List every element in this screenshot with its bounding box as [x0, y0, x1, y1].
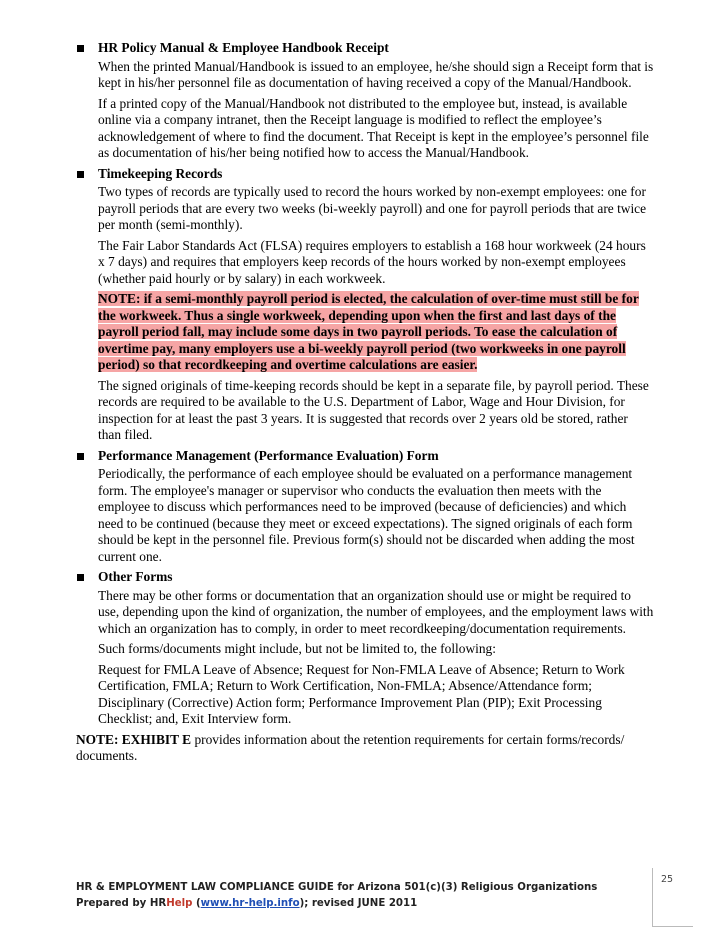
highlighted-note: NOTE: if a semi-monthly payroll period is elected, the calculation of over-time must still be for the workweek. Thus a single workweek, depending upon when the first and last days of the payroll period fall, may include some days in two payroll periods. To ease the calculation of overtime pay, many employers use a bi-weekly payroll period (two workweeks in one payroll period) so that recordkeeping and overtime calculations are easier.	[98, 291, 639, 372]
section-heading	[76, 166, 654, 183]
page-number: 25	[661, 874, 674, 885]
footer-prepared-by: Prepared by HR	[76, 898, 167, 909]
footer-credit	[76, 896, 636, 912]
square-bullet-icon	[77, 574, 84, 581]
paragraph: When the printed Manual/Handbook is issued to an employee, he/she should sign a Receipt form that is kept in his/her personnel file as documentation of having received a copy of the Manual/Handbook.	[98, 58, 654, 90]
footer-title: HR & EMPLOYMENT LAW COMPLIANCE GUIDE for Arizona 501(c)(3) Religious Organizations	[76, 882, 598, 893]
footer-suffix: ); revised JUNE 2011	[299, 898, 418, 909]
paragraph: Request for FMLA Leave of Absence; Request for Non-FMLA Leave of Absence; Return to Work Certification, FMLA; Return to Work Certification, Non-FMLA; Absence/Attendance form; Disciplinary (Corrective) Action form; Performance Improvement Plan (PIP); Exit Processing Checklist; and, Exit Interview form.	[98, 661, 625, 726]
section-title: Other Forms	[98, 569, 173, 584]
section-handbook-receipt	[76, 40, 654, 162]
section-other-forms	[76, 569, 654, 728]
section-timekeeping	[76, 166, 654, 444]
exhibit-note-text: provides information about the retention requirements for certain forms/records/ documents.	[76, 731, 625, 763]
page-footer	[76, 880, 636, 912]
paragraph: The signed originals of time-keeping records should be kept in a separate file, by payroll period. These records are required to be available to the U.S. Department of Labor, Wage and Hour Division, for inspection for at least the past 3 years. It is suggested that records over 2 years old be stored, rather than filed.	[98, 377, 649, 442]
section-title: Timekeeping Records	[98, 165, 223, 181]
square-bullet-icon	[77, 453, 84, 460]
page-number-box	[652, 868, 693, 927]
square-bullet-icon	[77, 45, 84, 52]
section-title: HR Policy Manual & Employee Handbook Receipt	[98, 40, 389, 55]
square-bullet-icon	[77, 171, 84, 178]
section-performance-management	[76, 448, 654, 566]
exhibit-note	[76, 732, 654, 765]
paragraph: Two types of records are typically used to record the hours worked by non-exempt employees: one for payroll periods that are every two weeks (bi-weekly payroll) and one for payroll periods that are twice per month (semi-monthly).	[98, 184, 647, 232]
footer-website-link[interactable]: www.hr-help.info	[200, 898, 300, 909]
paragraph: Periodically, the performance of each employee should be evaluated on a performance management form. The employee's manager or supervisor who conducts the evaluation then meets with the employee to discuss which performances need to be improved (because of deficiencies) and which need to be continued (because they meet or exceed expectations). The signed originals of each form should be kept in the personnel file. Previous form(s) should not be discarded when adding the most current one.	[98, 466, 635, 564]
highlighted-note-block	[76, 291, 654, 374]
paragraph: The Fair Labor Standards Act (FLSA) requires employers to establish a 168 hour workweek (24 hours x 7 days) and requires that employers keep records of the hours worked by non-exempt employees (whether paid hourly or by salary) in each workweek.	[98, 237, 646, 286]
footer-open-paren: (	[192, 898, 201, 909]
paragraph: Such forms/documents might include, but not be limited to, the following:	[98, 641, 496, 656]
paragraph: If a printed copy of the Manual/Handbook not distributed to the employee but, instead, is available online via a company intranet, then the Receipt language is modified to reflect the employee’s acknowledgement of where to find the document. That Receipt is kept in the employee’s personnel file as documentation of his/her being notified how to access the Manual/Handbook.	[98, 95, 649, 160]
page-content	[76, 40, 654, 765]
section-heading	[76, 448, 654, 465]
section-heading	[76, 569, 654, 586]
section-title: Performance Management (Performance Evaluation) Form	[98, 447, 439, 463]
paragraph: There may be other forms or documentation that an organization should use or might be required to use, depending upon the kind of organization, the number of employees, and the employment laws with which an organization has to comply, in order to meet recordkeeping/documentation requirements.	[98, 587, 654, 636]
exhibit-note-label: NOTE: EXHIBIT E	[76, 731, 192, 747]
section-heading	[76, 40, 654, 57]
footer-brand-help: Help	[166, 898, 193, 909]
